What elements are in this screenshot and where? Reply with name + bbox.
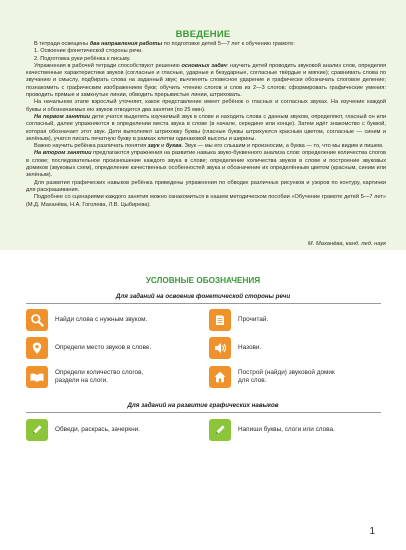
house-icon: [209, 366, 231, 388]
pencil-icon: [209, 419, 231, 441]
intro-title: ВВЕДЕНИЕ: [175, 29, 231, 40]
legend-label: Определи место звуков в слове.: [55, 344, 152, 351]
intro-paragraph: Подробнее со сценариями каждого занятия можно ознакомиться в нашем методическом пособии «Обучение грамоте детей 5—7 лет» (М.Д. Маханёва, Н.А. Гоголева, Л.В. Цыбирева).: [26, 194, 386, 208]
intro-paragraph: На втором занятии предлагаются упражнения на развитие навыка звуко-буквенного анализа слов: определение количества слогов в слове; последовательное произношение каждого звука в слове; определение количества звуков в слове и построение звуковых домиков (звуковых схем), определение качественных особенностей звука и обозначение их определённым цветом (красным, синим или зелёным).: [26, 150, 386, 179]
divider: [26, 412, 381, 413]
intro-paragraph: Для развития графических навыков ребёнка приведены упражнения по обводке различных рисунков и узоров по контуру, картинки для раскрашивания.: [26, 179, 386, 193]
intro-paragraph: В тетради освещены два направления работы по подготовке детей 5—7 лет к обучению грамоте:: [34, 41, 295, 47]
intro-text: [26, 41, 386, 209]
intro-paragraph: Важно научить ребёнка различать понятия звук и буква. Звук — мы его слышим и произносим, а буква — то, что мы видим и пишем.: [34, 143, 384, 150]
speaker-icon: [209, 337, 231, 359]
legend-label: Построй (найди) звуковой домик для слов.: [238, 369, 335, 384]
intro-paragraph: Упражнения в рабочей тетради способствуют решению основных задач: научить детей проводить звуковой анализ слов, определяя качественные характеристики звуков (согласные и гласные, ударные и безударные, согласные твёрдые и мягкие); сравнивать слова по звучанию и смыслу, подбирать слова на заданный звук; вычленять словесное ударение и графически обозначать слоговое деление; познакомить с графическим изображением букв; обучить чтению слогов и слов из 2—3 слогов; сформировать графические умения: проводить прямые и замкнутые линии, обводить прерывистые линии, штриховать.: [26, 62, 386, 99]
intro-list-item: 2. Подготовка руки ребёнка к письму.: [34, 55, 131, 62]
intro-paragraph: На первом занятии дети учатся выделять изучаемый звук в слове и находить слова с данным звуком, определяют, гласный он или согласный, далее упражняются в определении места звука в слове (в начале, середине или конце). Затем идёт знакомство с буквой, которая обозначает этот звук. Дети выполняют штриховку буквы (гласные буквы штрихуются красным цветом, согласные — синим и зелёным), учатся писать печатную букву в рамках клетки одинаковой высоты и ширины.: [26, 113, 386, 142]
page-number: 1: [369, 526, 375, 537]
map-pin-icon: [26, 337, 48, 359]
legend-label: Напиши буквы, слоги или слова.: [238, 426, 335, 433]
divider: [26, 303, 381, 304]
section-heading-phonetics: Для заданий на освоение фонетической стороны речи: [115, 293, 291, 300]
legend-title: УСЛОВНЫЕ ОБОЗНАЧЕНИЯ: [145, 276, 261, 285]
book-icon: [209, 309, 231, 331]
legend-label: Определи количество слогов, раздели на слоги.: [55, 369, 144, 384]
legend-label: Обведи, раскрась, зачеркни.: [55, 426, 140, 433]
section-heading-graphics: Для заданий на развитие графических навыков: [127, 402, 279, 409]
open-book-icon: [26, 366, 48, 388]
legend-label: Найди слова с нужным звуком.: [55, 316, 148, 323]
intro-paragraph: На начальном этапе взрослый уточняет, какое представление имеет ребёнок о гласных и согласных звуках. На изучение каждой буквы и обозначаемых ею звуков отводится два занятия (по 25 мин).: [26, 99, 386, 113]
pencil-icon: [26, 419, 48, 441]
author-signature: М. Маханёва, канд. пед. наук: [307, 241, 386, 247]
legend-label: Назови.: [238, 344, 262, 351]
legend-label: Прочитай.: [238, 316, 269, 323]
magnifier-icon: [26, 309, 48, 331]
intro-list-item: 1. Освоение фонетической стороны речи.: [34, 48, 143, 55]
